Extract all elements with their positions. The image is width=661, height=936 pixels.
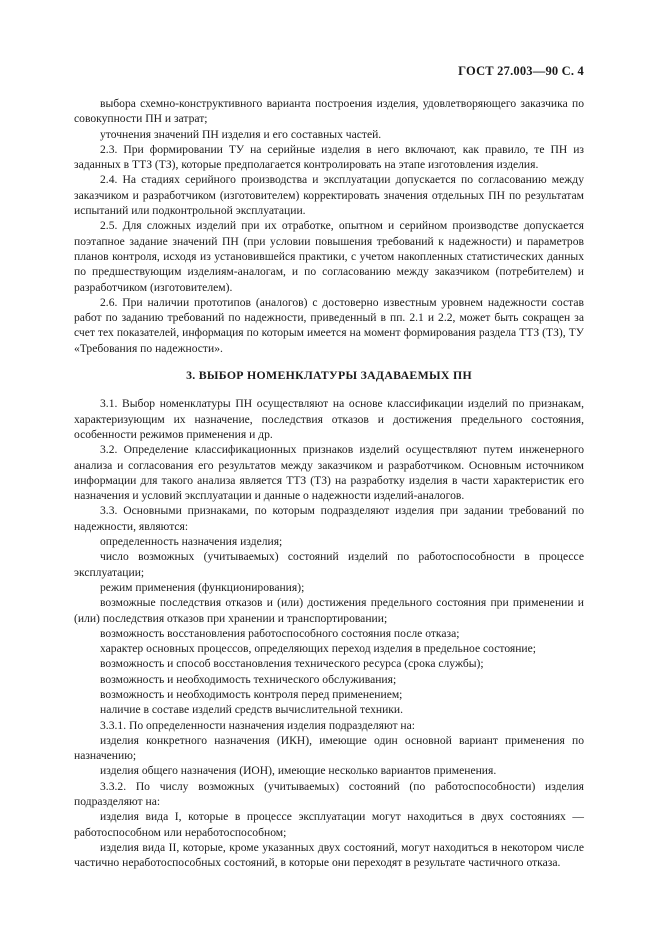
- paragraph: 3.3.1. По определенности назначения изделия подразделяют на:: [100, 718, 415, 732]
- paragraph: уточнения значений ПН изделия и его составных частей.: [100, 127, 382, 141]
- list-item: изделия общего назначения (ИОН), имеющие несколько вариантов применения.: [100, 764, 497, 778]
- paragraph: 2.4. На стадиях серийного производства и эксплуатации допускается по согласованию между заказчиком и разработчиком (изготовителем) корректировать значения отдельных ПН по результатам испытаний или подконтрольной эксплуатации.: [74, 173, 584, 218]
- paragraph: 3.3.2. По числу возможных (учитываемых) состояний (по работоспособности) изделия подразделяют на:: [74, 779, 584, 809]
- page-header: ГОСТ 27.003—90 С. 4: [458, 64, 584, 78]
- list-item: наличие в составе изделий средств вычислительной техники.: [100, 703, 404, 717]
- list-item: возможность восстановления работоспособного состояния после отказа;: [100, 626, 460, 640]
- list-item: возможные последствия отказов и (или) достижения предельного состояния при применении и (или) последствия отказов при хранении и транспортировании;: [74, 596, 584, 625]
- list-item: характер основных процессов, определяющих переход изделия в предельное состояние;: [100, 642, 536, 656]
- list-item: число возможных (учитываемых) состояний изделий по работоспособности в процессе эксплуатации;: [74, 550, 584, 579]
- paragraph: 2.3. При формировании ТУ на серийные изделия в него включают, как правило, те ПН из заданных в ТТЗ (ТЗ), которые предполагается контролировать на этапе изготовления изделия.: [74, 142, 584, 172]
- list-item: возможность и необходимость контроля перед применением;: [100, 687, 403, 701]
- paragraph: 3.1. Выбор номенклатуры ПН осуществляют на основе классификации изделий по признакам, характеризующим их назначение, последствия отказов и достижения предельного состояния, особенности режимов применения и др.: [74, 397, 584, 441]
- list-item: изделия вида II, которые, кроме указанных двух состояний, могут находиться в некотором числе частично неработоспособных состояний, в которые они переходят в результате частичного отказа.: [74, 840, 584, 870]
- list-item: режим применения (функционирования);: [100, 580, 305, 594]
- paragraph: 2.5. Для сложных изделий при их отработке, опытном и серийном производстве допускается поэтапное задание значений ПН (при условии повышения требований к надежности) и параметров планов контроля, исходя из установившейся практики, с учетом накопленных статистических данных по предшествующим изделиям-аналогам, и по согласованию между заказчиком (потребителем) и разработчиком (изготовителем).: [74, 219, 584, 294]
- paragraph: 2.6. При наличии прототипов (аналогов) с достоверно известным уровнем надежности состав работ по заданию требований по надежности, приведенный в пп. 2.1 и 2.2, может быть сокращен за счет тех показателей, информация по которым имеется на момент формирования раздела ТТЗ (ТЗ), ТУ «Требования по надежности».: [74, 295, 584, 355]
- list-item: возможность и необходимость технического обслуживания;: [100, 672, 397, 686]
- list-item: изделия конкретного назначения (ИКН), имеющие один основной вариант применения по назначению;: [74, 733, 584, 763]
- paragraph: 3.3. Основными признаками, по которым подразделяют изделия при задании требований по надежности, являются:: [74, 504, 584, 533]
- paragraph: 3.2. Определение классификационных признаков изделий осуществляют путем инженерного анализа и согласования его результатов между заказчиком и разработчиком. Основным источником информации для такого анализа является ТТЗ (ТЗ) на разработку изделия в части характеристик его назначения и условий эксплуатации и данные о надежности изделий-аналогов.: [74, 443, 584, 503]
- list-item: изделия вида I, которые в процессе эксплуатации могут находиться в двух состояниях — работоспособном или неработоспособном;: [74, 810, 584, 839]
- paragraph: выбора схемно-конструктивного варианта построения изделия, удовлетворяющего заказчика по совокупности ПН и затрат;: [74, 97, 584, 126]
- list-item: возможность и способ восстановления технического ресурса (срока службы);: [100, 657, 484, 671]
- section-heading: 3. ВЫБОР НОМЕНКЛАТУРЫ ЗАДАВАЕМЫХ ПН: [186, 368, 472, 383]
- document-body: [74, 96, 584, 871]
- list-item: определенность назначения изделия;: [100, 535, 283, 549]
